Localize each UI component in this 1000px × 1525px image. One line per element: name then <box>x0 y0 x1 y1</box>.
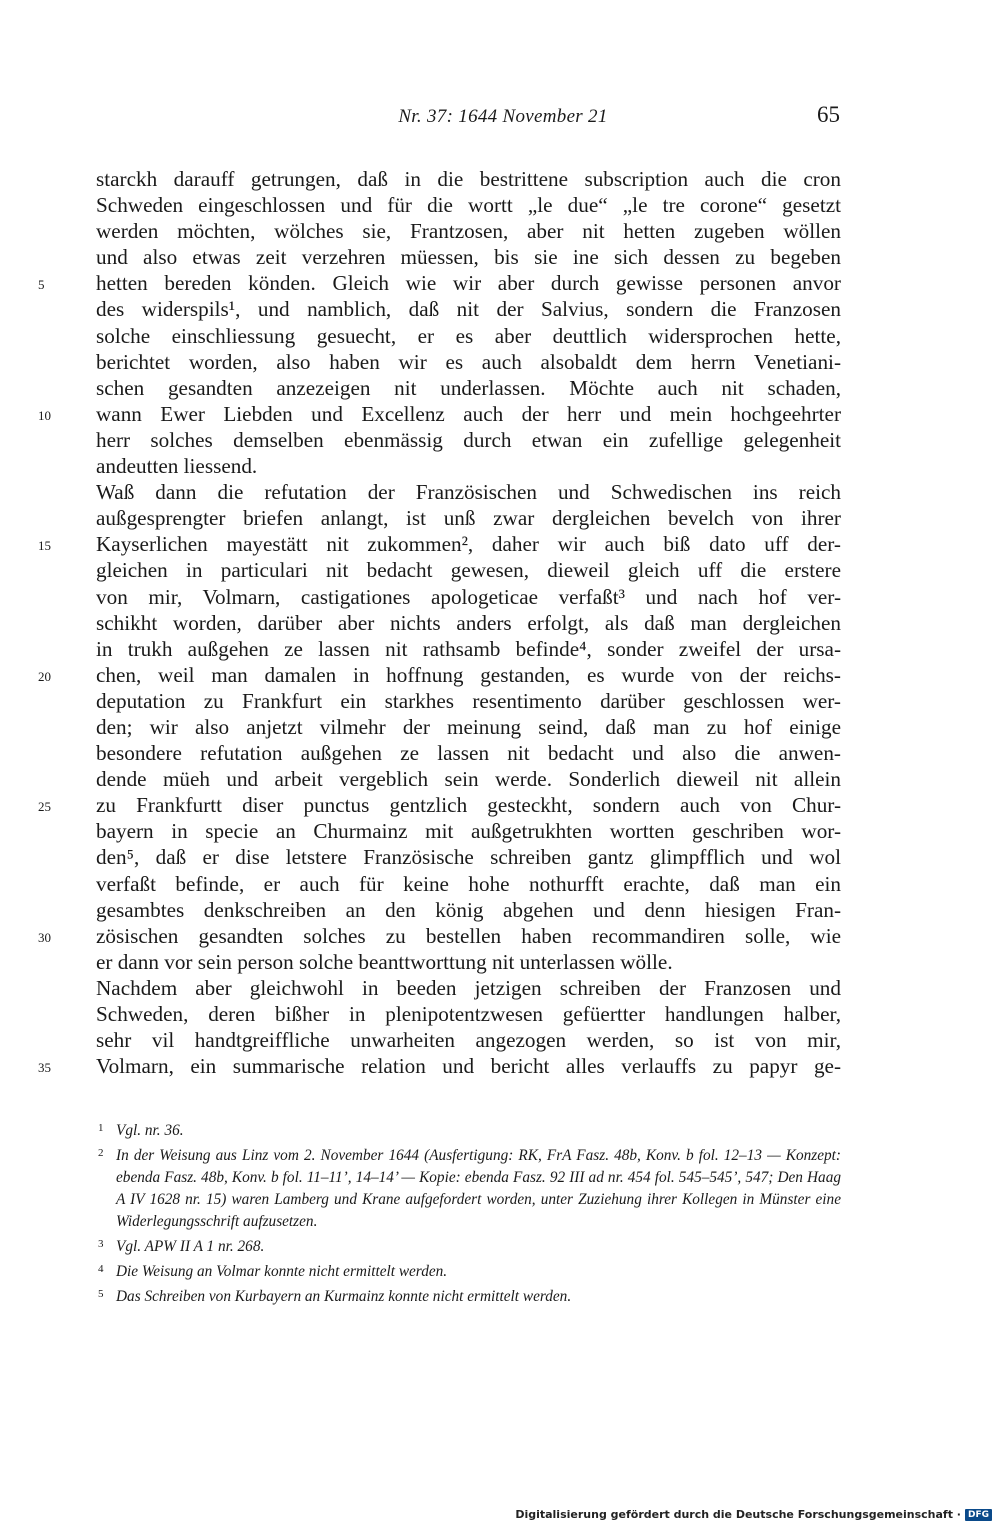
text-line <box>96 166 841 192</box>
line-text: dende müeh und arbeit vergeblich sein werde. Sonderlich dieweil nit allein <box>96 767 841 792</box>
text-line <box>96 557 841 583</box>
line-text: wann Ewer Liebden und Excellenz auch der herr und mein hochgeehrter <box>96 401 841 426</box>
text-line <box>96 636 841 662</box>
line-text: Kayserlichen mayestätt nit zukommen², daher wir auch biß dato uff der- <box>96 532 841 557</box>
footnote <box>96 1120 841 1142</box>
text-line <box>96 296 841 322</box>
line-text: deputation zu Frankfurt ein starkhes resentimento darüber geschlossen wer- <box>96 688 841 713</box>
line-text: gleichen in particulari nit bedacht gewesen, dieweil gleich uff die erstere <box>96 558 841 583</box>
text-line <box>96 975 841 1001</box>
text-line <box>96 897 841 923</box>
footnote <box>96 1145 841 1233</box>
line-text: schikht worden, darüber aber nichts anders erfolgt, als daß man dergleichen <box>96 610 841 635</box>
line-text: sehr vil handtgreiffliche unwarheiten angezogen werden, so ist von mir, <box>96 1028 841 1053</box>
text-line <box>96 688 841 714</box>
footer <box>515 1508 992 1521</box>
line-text: zösischen gesandten solches zu bestellen haben recommandiren solle, wie <box>96 923 841 948</box>
footnote-mark: 1 <box>98 1122 104 1134</box>
text-line <box>96 505 841 531</box>
page-title: Nr. 37: 1644 November 21 <box>398 106 608 127</box>
line-number: 30 <box>38 929 51 945</box>
line-text: werden möchten, wölches sie, Frantzosen, aber nit hetten zugeben wöllen <box>96 219 841 244</box>
text-line <box>96 818 841 844</box>
footnote-mark: 3 <box>98 1238 104 1250</box>
line-text: hetten bereden könden. Gleich wie wir aber durch gewisse personen anvor <box>96 271 841 296</box>
text-line <box>96 1027 841 1053</box>
line-number: 25 <box>38 799 51 815</box>
line-text: Nachdem aber gleichwohl in beeden jetzigen schreiben der Franzosen und <box>96 975 841 1000</box>
text-line <box>96 844 841 870</box>
line-text: in trukh außgehen ze lassen nit rathsamb befinde⁴, sonder zweifel der ursa- <box>96 636 841 661</box>
text-line <box>96 584 841 610</box>
dfg-logo: DFG <box>965 1509 992 1521</box>
line-text: gesambtes denkschreiben an den könig abgehen und denn hiesigen Fran- <box>96 897 841 922</box>
line-text: des widerspils¹, und namblich, daß nit der Salvius, sondern die Franzosen <box>96 297 841 322</box>
text-line <box>96 610 841 636</box>
text-line <box>96 871 841 897</box>
text-line <box>38 401 841 427</box>
line-text: besondere refutation außgehen ze lassen nit bedacht und also die anwen- <box>96 741 841 766</box>
text-line <box>96 349 841 375</box>
running-head <box>96 102 840 136</box>
line-text: chen, weil man damalen in hoffnung gestanden, es wurde von der reichs- <box>96 662 841 687</box>
line-text: verfaßt befinde, er auch für keine hohe nothurfft erachte, daß man ein <box>96 871 841 896</box>
line-text: herr solches demselben ebenmässig durch etwan ein zufellige gelegenheit <box>96 427 841 452</box>
text-line <box>38 270 841 296</box>
line-text: Waß dann die refutation der Französischen und Schwedischen ins reich <box>96 480 841 505</box>
line-text: Schweden, deren bißher in plenipotentzwesen gefüertter handlungen halber, <box>96 1002 841 1026</box>
footnote-mark: 4 <box>98 1263 104 1275</box>
text-line <box>96 218 841 244</box>
text-line <box>96 766 841 792</box>
line-text: von mir, Volmarn, castigationes apologeticae verfaßt³ und nach hof ver- <box>96 584 841 609</box>
line-text: er dann vor sein person solche beanttworttung nit unterlassen wölle. <box>96 949 673 974</box>
text-line <box>96 323 841 349</box>
text-line <box>96 427 841 453</box>
text-line <box>96 244 841 270</box>
footnote-text: Vgl. APW II A 1 nr. 268. <box>116 1238 265 1255</box>
text-line <box>38 923 841 949</box>
footnote <box>96 1286 841 1308</box>
line-text: schen gesandten anzezeigen nit underlassen. Möchte auch nit schaden, <box>96 375 841 400</box>
footnote <box>96 1236 841 1258</box>
footer-credit: Digitalisierung gefördert durch die Deutsche Forschungsgemeinschaft · <box>515 1508 961 1521</box>
footnote-text: Die Weisung an Volmar konnte nicht ermittelt werden. <box>116 1263 448 1280</box>
footnote-text: Das Schreiben von Kurbayern an Kurmainz konnte nicht ermittelt werden. <box>116 1288 572 1305</box>
line-number: 20 <box>38 668 51 684</box>
footnote-mark: 5 <box>98 1288 104 1300</box>
line-text: Schweden eingeschlossen und für die wortt „le due“ „le tre corone“ gesetzt <box>96 193 841 218</box>
text-line <box>38 792 841 818</box>
text-line <box>96 375 841 401</box>
line-text: bayern in specie an Churmainz mit außgetrukhten wortten geschriben wor- <box>96 819 841 844</box>
footnote-text: Vgl. nr. 36. <box>116 1122 184 1139</box>
text-line <box>38 662 841 688</box>
text-line <box>96 453 841 479</box>
footnote-mark: 2 <box>98 1147 104 1159</box>
line-text: zu Frankfurtt diser punctus gentzlich gesteckht, sondern auch von Chur- <box>96 793 841 818</box>
line-text: Volmarn, ein summarische relation und bericht alles verlauffs zu papyr ge- <box>96 1054 841 1079</box>
text-line <box>96 192 841 218</box>
page-number: 65 <box>817 102 840 127</box>
text-line <box>96 740 841 766</box>
text-line <box>38 1053 841 1079</box>
text-line <box>96 479 841 505</box>
line-text: andeutten liessend. <box>96 454 258 479</box>
line-text: berichtet worden, also haben wir es auch alsobaldt dem herrn Venetiani- <box>96 349 841 374</box>
line-number: 35 <box>38 1060 51 1076</box>
text-line <box>96 714 841 740</box>
line-text: solche einschliessung gesuecht, er es aber deuttlich widersprochen hette, <box>96 323 841 348</box>
text-line <box>96 1001 841 1027</box>
line-number: 10 <box>38 407 51 423</box>
line-text: und also etwas zeit verzehren müessen, bis sie ine sich dessen zu begeben <box>96 245 841 270</box>
line-text: außgesprengter briefen anlangt, ist unß zwar dergleichen bevelch von ihrer <box>96 506 841 531</box>
footnotes <box>96 1120 841 1311</box>
line-number: 5 <box>38 277 45 293</box>
line-text: den; wir also anjetzt vilmehr der meinung seind, daß man zu hof einige <box>96 714 841 739</box>
text-line <box>38 531 841 557</box>
text-line <box>96 949 841 975</box>
line-text: den⁵, daß er dise letstere Französische schreiben gantz glimpfflich und wol <box>96 845 841 870</box>
footnote <box>96 1261 841 1283</box>
body-text <box>38 166 841 1079</box>
footnote-text: In der Weisung aus Linz vom 2. November 1644 (Ausfertigung: RK, FrA Fasz. 48b, Konv. b fol. 12–13 — Konzept: ebenda Fasz. 48b, Konv. b fol. 11–11’, 14–14’ — Kopie: ebenda Fasz. 92 III ad nr. 454 fol. 545–545’, 547; Den Haag A IV 1628 nr. 15) waren Lamberg und Krane aufgefordert worden, unter Zuziehung ihrer Kollegen in Münster eine Widerlegungsschrift aufzusetzen. <box>116 1147 841 1230</box>
line-text: starckh darauff getrungen, daß in die bestrittene subscription auch die cron <box>96 167 841 191</box>
line-number: 15 <box>38 538 51 554</box>
